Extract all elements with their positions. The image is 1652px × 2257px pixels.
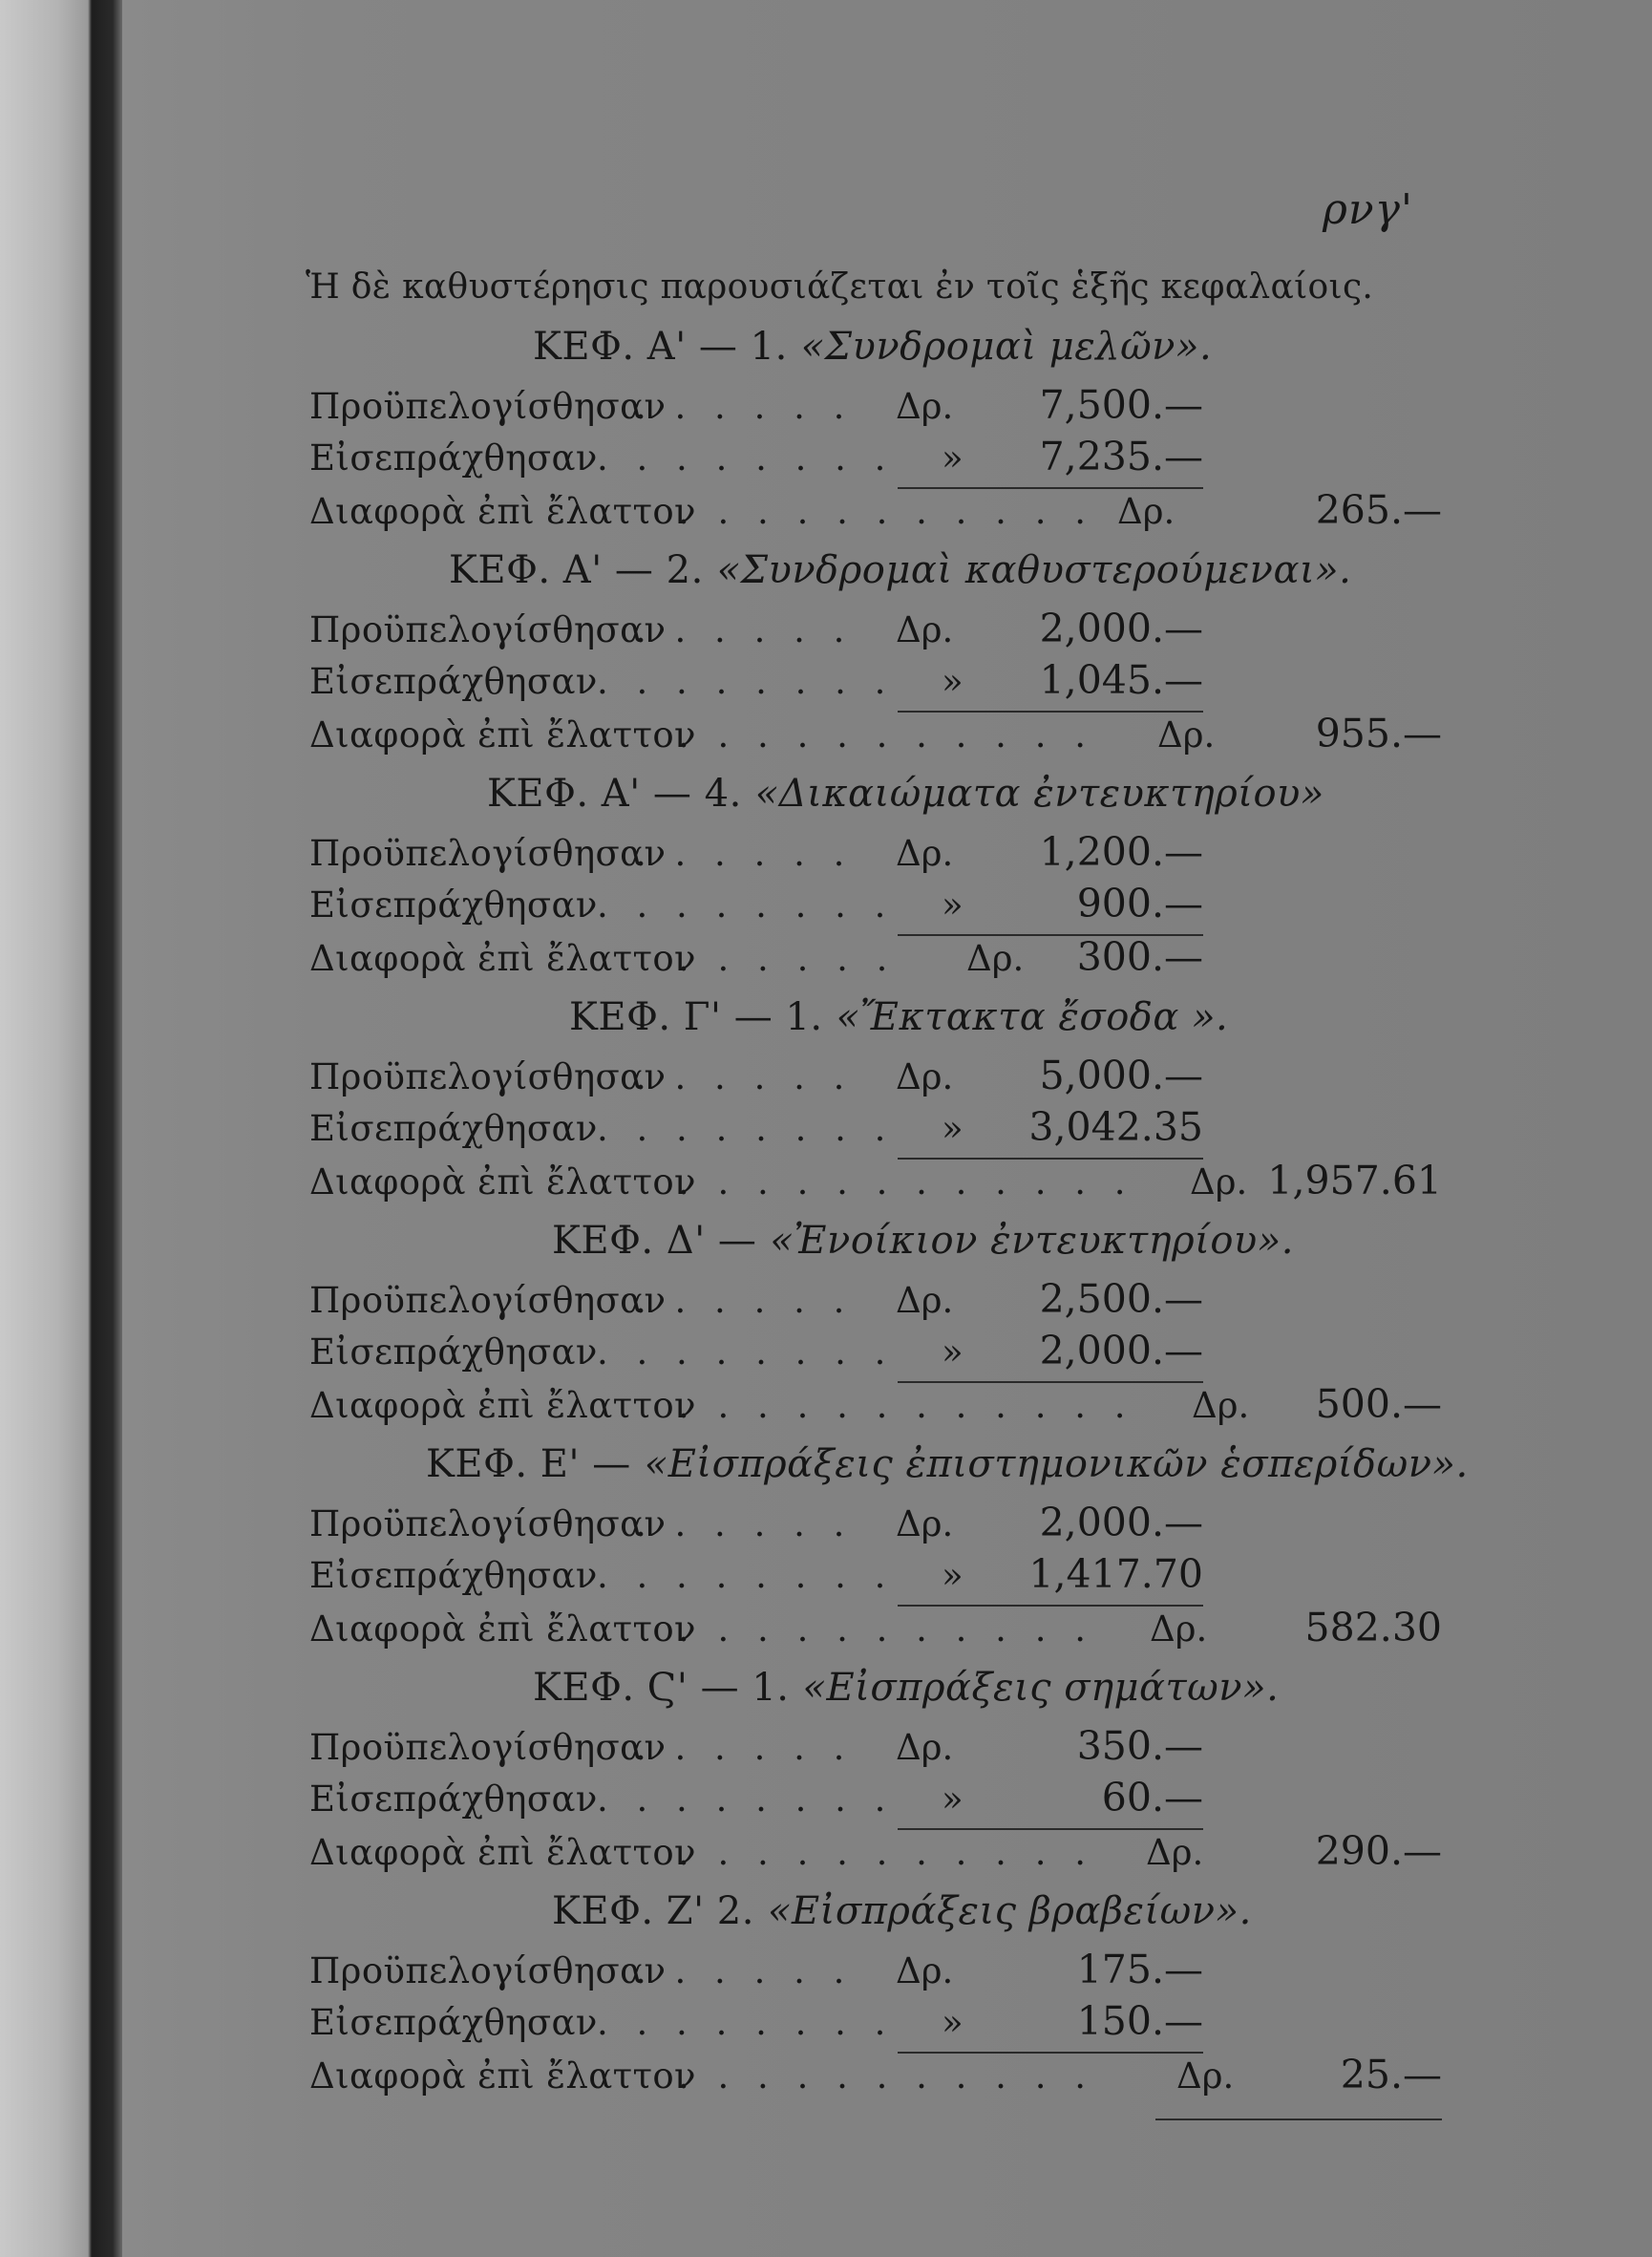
forecast-amount: 2,000.— <box>1039 1500 1203 1545</box>
chapter-title: «Εἰσπράξεις ἐπιστημονικῶν ἑσπερίδων». <box>644 1442 1469 1486</box>
forecast-amount: 5,000.— <box>1039 1053 1203 1098</box>
chapter-title: «Συνδρομαὶ καθυστερούμεναι». <box>716 548 1352 592</box>
leader-dots: . . . . . . . . . . . <box>678 2055 1094 2097</box>
chapter-heading <box>426 1442 1469 1486</box>
difference-amount: 955.— <box>1315 711 1442 756</box>
difference-amount: 500.— <box>1315 1381 1442 1427</box>
ditto-mark: » <box>942 1108 964 1149</box>
collected-amount: 900.— <box>1076 881 1203 926</box>
leader-dots: . . . . . . <box>635 1727 854 1768</box>
collected-amount: 150.— <box>1076 1998 1203 2044</box>
intro-sentence: Ἡ δὲ καθυστέρησις παρουσιάζεται ἐν τοῖς ἑξῆς κεφαλαίοις. <box>306 267 1374 307</box>
collected-amount: 2,000.— <box>1039 1328 1203 1373</box>
leader-dots: . . . . . . . . . . . . <box>678 1385 1134 1426</box>
currency-label: Δρ. <box>896 1280 954 1321</box>
forecast-label: Προϋπελογίσθησαν <box>309 833 667 874</box>
leader-dots: . . . . . . <box>635 1056 854 1097</box>
difference-amount: 1,957.61 <box>1267 1158 1442 1203</box>
currency-label: Δρ. <box>896 609 954 650</box>
currency-label: Δρ. <box>966 938 1025 979</box>
chapter-heading <box>569 995 1228 1039</box>
difference-label: Διαφορὰ ἐπὶ ἔλαττον <box>309 714 696 756</box>
leader-dots: . . . . . . . . <box>597 661 895 702</box>
collected-amount: 1,417.70 <box>1028 1551 1203 1597</box>
collected-label: Εἰσεπράχθησαν <box>309 2002 598 2043</box>
leader-dots: . . . . . . . . <box>597 1108 895 1149</box>
collected-amount: 3,042.35 <box>1028 1104 1203 1150</box>
forecast-label: Προϋπελογίσθησαν <box>309 1056 667 1097</box>
chapter-number: ΚΕΦ. Δ' — <box>552 1219 757 1263</box>
difference-amount: 25.— <box>1340 2052 1442 2097</box>
forecast-label: Προϋπελογίσθησαν <box>309 1503 667 1544</box>
forecast-label: Προϋπελογίσθησαν <box>309 386 667 427</box>
collected-amount: 1,045.— <box>1039 657 1203 703</box>
currency-label: Δρ. <box>896 386 954 427</box>
leader-dots: . . . . . . . . <box>597 884 895 926</box>
forecast-amount: 1,200.— <box>1039 829 1203 875</box>
forecast-label: Προϋπελογίσθησαν <box>309 609 667 650</box>
leader-dots: . . . . . . <box>635 1503 854 1544</box>
chapter-number: ΚΕΦ. Ϛ' — 1. <box>533 1666 790 1710</box>
forecast-label: Προϋπελογίσθησαν <box>309 1950 667 1991</box>
difference-amount: 582.30 <box>1304 1605 1442 1650</box>
forecast-amount: 350.— <box>1076 1723 1203 1769</box>
ditto-mark: » <box>942 661 964 702</box>
chapter-title: «Ἔκτακτα ἔσοδα ». <box>836 995 1229 1039</box>
leader-dots: . . . . . . <box>635 833 854 874</box>
chapter-number: ΚΕΦ. Α' — 1. <box>533 325 788 369</box>
currency-label: Δρ. <box>896 1950 954 1991</box>
currency-label: Δρ. <box>1176 2055 1235 2097</box>
leader-dots: . . . . . . . . <box>597 1555 895 1596</box>
leader-dots: . . . . . . . . . . . . <box>678 1161 1134 1203</box>
forecast-label: Προϋπελογίσθησαν <box>309 1280 667 1321</box>
difference-label: Διαφορὰ ἐπὶ ἔλαττον <box>309 1608 696 1650</box>
currency-label: Δρ. <box>896 1056 954 1097</box>
leader-dots: . . . . . . . . . . . <box>678 491 1094 532</box>
ditto-mark: » <box>942 437 964 479</box>
difference-amount: 290.— <box>1315 1828 1442 1874</box>
currency-label: Δρ. <box>1190 1161 1248 1203</box>
forecast-label: Προϋπελογίσθησαν <box>309 1727 667 1768</box>
chapter-heading <box>552 1889 1252 1933</box>
difference-amount: 300.— <box>1076 934 1203 980</box>
chapter-title: «Δικαιώματα ἐντευκτηρίου» <box>754 772 1324 816</box>
chapter-title: «Εἰσπράξεις βραβείων». <box>767 1889 1252 1933</box>
leader-dots: . . . . . . . . . . . <box>678 1832 1094 1873</box>
difference-label: Διαφορὰ ἐπὶ ἔλαττον <box>309 1385 696 1426</box>
leader-dots: . . . . . . <box>635 1280 854 1321</box>
chapter-title: «Εἰσπράξεις σημάτων». <box>802 1666 1280 1710</box>
final-underline <box>1155 2119 1442 2120</box>
currency-label: Δρ. <box>896 833 954 874</box>
collected-amount: 60.— <box>1101 1775 1203 1821</box>
leader-dots: . . . . . . <box>678 938 897 979</box>
collected-amount: 7,235.— <box>1039 434 1203 479</box>
difference-label: Διαφορὰ ἐπὶ ἔλαττον <box>309 2055 696 2097</box>
currency-label: Δρ. <box>1157 714 1216 756</box>
leader-dots: . . . . . . . . <box>597 437 895 479</box>
page-number: ρνγ' <box>1323 185 1414 234</box>
ditto-mark: » <box>942 884 964 926</box>
ditto-mark: » <box>942 1778 964 1820</box>
leader-dots: . . . . . . . . . . . <box>678 1608 1094 1650</box>
forecast-amount: 7,500.— <box>1039 382 1203 428</box>
collected-label: Εἰσεπράχθησαν <box>309 661 598 702</box>
leader-dots: . . . . . . . . <box>597 1331 895 1373</box>
collected-label: Εἰσεπράχθησαν <box>309 1108 598 1149</box>
chapter-title: «Ἐνοίκιον ἐντευκτηρίου». <box>770 1219 1294 1263</box>
collected-label: Εἰσεπράχθησαν <box>309 1331 598 1373</box>
ditto-mark: » <box>942 2002 964 2043</box>
leader-dots: . . . . . . . . <box>597 2002 895 2043</box>
chapter-heading <box>552 1219 1294 1263</box>
chapter-heading <box>449 548 1351 592</box>
leader-dots: . . . . . . <box>635 609 854 650</box>
book-spine-shadow <box>0 0 122 2257</box>
collected-label: Εἰσεπράχθησαν <box>309 884 598 926</box>
chapter-number: ΚΕΦ. Α' — 4. <box>487 772 742 816</box>
collected-label: Εἰσεπράχθησαν <box>309 437 598 479</box>
currency-label: Δρ. <box>1146 1832 1204 1873</box>
currency-label: Δρ. <box>896 1727 954 1768</box>
chapter-number: ΚΕΦ. Α' — 2. <box>449 548 704 592</box>
currency-label: Δρ. <box>1117 491 1175 532</box>
chapter-heading <box>533 325 1212 369</box>
leader-dots: . . . . . . <box>635 386 854 427</box>
leader-dots: . . . . . . . . <box>597 1778 895 1820</box>
chapter-number: ΚΕΦ. Γ' — 1. <box>569 995 823 1039</box>
currency-label: Δρ. <box>1150 1608 1208 1650</box>
leader-dots: . . . . . . <box>635 1950 854 1991</box>
chapter-heading <box>533 1666 1279 1710</box>
chapter-number: ΚΕΦ. Ε' — <box>426 1442 631 1486</box>
difference-amount: 265.— <box>1315 487 1442 533</box>
leader-dots: . . . . . . . . . . . <box>678 714 1094 756</box>
currency-label: Δρ. <box>896 1503 954 1544</box>
forecast-amount: 2,500.— <box>1039 1276 1203 1322</box>
forecast-amount: 175.— <box>1076 1947 1203 1992</box>
difference-label: Διαφορὰ ἐπὶ ἔλαττον <box>309 938 696 979</box>
ditto-mark: » <box>942 1555 964 1596</box>
difference-label: Διαφορὰ ἐπὶ ἔλαττον <box>309 491 696 532</box>
collected-label: Εἰσεπράχθησαν <box>309 1778 598 1820</box>
collected-label: Εἰσεπράχθησαν <box>309 1555 598 1596</box>
forecast-amount: 2,000.— <box>1039 606 1203 651</box>
difference-label: Διαφορὰ ἐπὶ ἔλαττον <box>309 1161 696 1203</box>
currency-label: Δρ. <box>1192 1385 1250 1426</box>
chapter-title: «Συνδρομαὶ μελῶν». <box>800 325 1213 369</box>
chapter-number: ΚΕΦ. Ζ' 2. <box>552 1889 754 1933</box>
ditto-mark: » <box>942 1331 964 1373</box>
difference-label: Διαφορὰ ἐπὶ ἔλαττον <box>309 1832 696 1873</box>
chapter-heading <box>487 772 1324 816</box>
